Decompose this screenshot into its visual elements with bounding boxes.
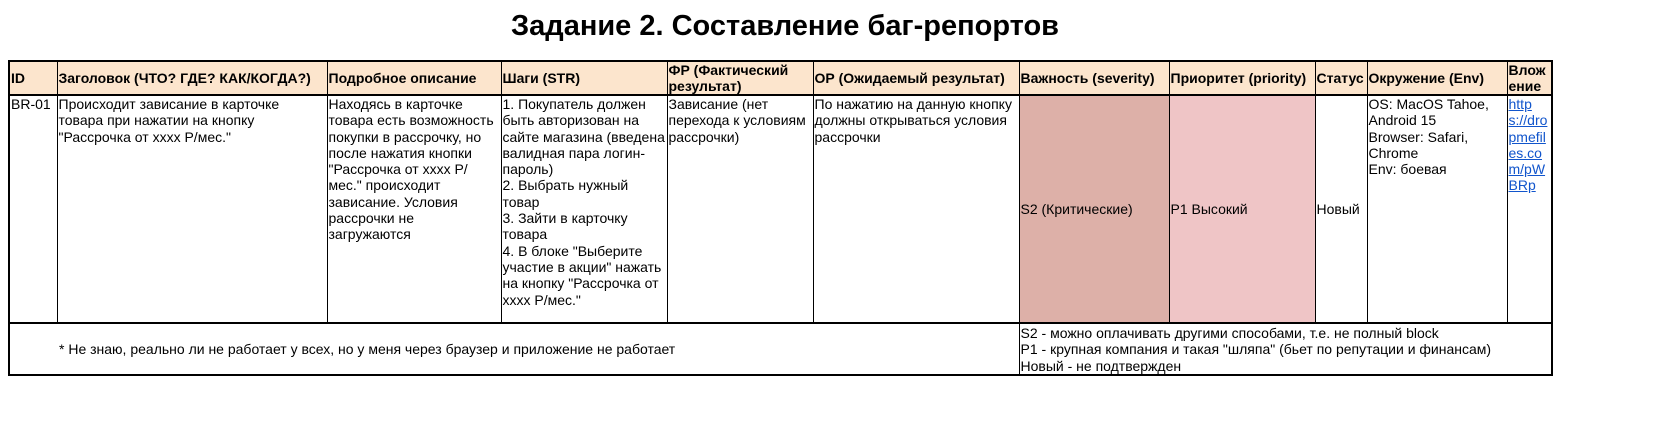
cell-id: BR-01 — [9, 95, 57, 323]
table-row — [9, 95, 1552, 323]
cell-actual-result: Зависание (нет перехода к условиям рассрочки) — [667, 95, 813, 323]
cell-priority: P1 Высокий — [1169, 95, 1315, 323]
header-priority: Приоритет (priority) — [1169, 61, 1315, 95]
step-2: 2. Выбрать нужный товар — [502, 177, 629, 210]
header-severity: Важность (severity) — [1019, 61, 1169, 95]
step-3: 3. Зайти в карточку товара — [502, 210, 628, 243]
header-id: ID — [9, 61, 57, 95]
cell-environment — [1367, 95, 1507, 323]
env-stand: Env: боевая — [1368, 161, 1447, 178]
header-steps: Шаги (STR) — [501, 61, 667, 95]
env-os: OS: MacOS Tahoe, Android 15 — [1368, 96, 1489, 129]
cell-title: Происходит зависание в карточке товара при нажатии на кнопку "Рассрочка от хххх Р/мес." — [57, 95, 327, 323]
header-status: Статус — [1315, 61, 1367, 95]
legend-priority: P1 - крупная компания и такая "шляпа" (бьет по репутации и финансам) — [1020, 341, 1492, 358]
cell-description: Находясь в карточке товара есть возможность покупки в рассрочку, но после нажатия кнопки "Рассрочка от хххх Р/мес." происходит зависание. Условия рассрочки не загружаются — [327, 95, 501, 323]
header-row — [9, 61, 1552, 95]
footnote: * Не знаю, реально ли не работает у всех, но у меня через браузер и приложение не работает — [9, 323, 1019, 375]
bug-report-table — [8, 60, 1553, 376]
cell-steps — [501, 95, 667, 323]
cell-severity: S2 (Критические) — [1019, 95, 1169, 323]
header-title: Заголовок (ЧТО? ГДЕ? КАК/КОГДА?) — [57, 61, 327, 95]
step-4: 4. В блоке "Выберите участие в акции" нажать на кнопку "Рассрочка от хххх Р/мес." — [502, 242, 662, 308]
footnote-row — [9, 323, 1552, 375]
header-environment: Окружение (Env) — [1367, 61, 1507, 95]
header-actual-result: ФР (Фактический результат) — [667, 61, 813, 95]
cell-status: Новый — [1315, 95, 1367, 323]
legend-status: Новый - не подтвержден — [1020, 357, 1182, 374]
cell-expected-result: По нажатию на данную кнопку должны открываться условия рассрочки — [813, 95, 1019, 323]
env-browser: Browser: Safari, Chrome — [1368, 128, 1469, 161]
legend — [1019, 323, 1552, 375]
step-1: 1. Покупатель должен быть авторизован на сайте магазина (введена валидная пара логин-пароль) — [502, 96, 665, 178]
header-attachment: Вложение — [1507, 61, 1552, 95]
cell-attachment — [1507, 95, 1552, 323]
attachment-link[interactable]: https://dropmefiles.com/pWBRp — [1508, 96, 1548, 194]
page-title: Задание 2. Составление баг-репортов — [510, 10, 1060, 42]
legend-severity: S2 - можно оплачивать другими способами, т.е. не полный block — [1020, 325, 1439, 341]
header-description: Подробное описание — [327, 61, 501, 95]
header-expected-result: ОР (Ожидаемый результат) — [813, 61, 1019, 95]
